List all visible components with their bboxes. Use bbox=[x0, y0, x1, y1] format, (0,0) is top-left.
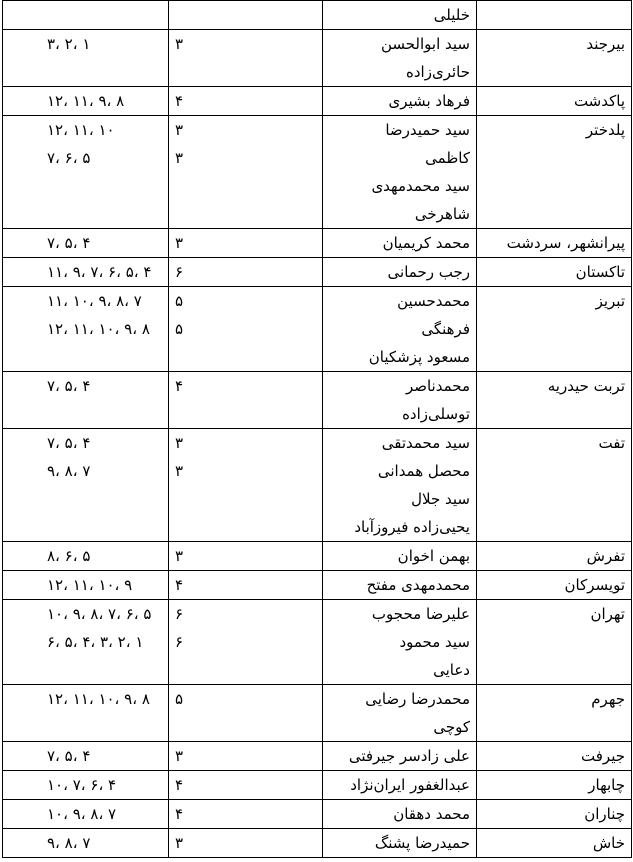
count-value: ۴ bbox=[175, 805, 184, 823]
constituency-cell bbox=[477, 1, 632, 30]
number-list: ۱۲، ۱۱، ۱۰، ۹، ۸ bbox=[47, 320, 150, 338]
number-list bbox=[9, 485, 162, 513]
count-cell bbox=[169, 87, 323, 116]
list-cell bbox=[3, 429, 169, 542]
number-list: ۱۲، ۱۱، ۱۰، ۹، ۸ bbox=[47, 690, 150, 708]
count-value bbox=[175, 343, 316, 371]
number-list: ۱۱، ۹، ۷، ۶، ۵، ۴ bbox=[47, 263, 152, 281]
number-list: ۱۰، ۷، ۶، ۴ bbox=[47, 776, 117, 794]
number-list: ۷، ۵، ۴ bbox=[47, 747, 91, 765]
count-cell bbox=[169, 685, 323, 742]
constituency-cell: پیرانشهر، سردشت bbox=[477, 229, 632, 258]
representative-name: یحیی‌زاده فیروزآباد bbox=[354, 518, 470, 536]
constituency-cell: پاکدشت bbox=[477, 87, 632, 116]
representative-name: مسعود پزشکیان bbox=[368, 348, 470, 366]
representative-cell bbox=[323, 800, 477, 829]
number-list bbox=[9, 200, 162, 228]
number-list bbox=[9, 172, 162, 200]
representative-cell bbox=[323, 87, 477, 116]
number-list bbox=[9, 656, 162, 684]
representative-name: توسلی‌زاده bbox=[402, 405, 470, 423]
representative-cell bbox=[323, 742, 477, 771]
count-cell bbox=[169, 287, 323, 372]
list-cell bbox=[3, 30, 169, 87]
representative-name: علیرضا محجوب bbox=[371, 605, 470, 623]
number-list: ۱۲، ۱۱، ۹، ۸ bbox=[47, 92, 125, 110]
list-cell bbox=[3, 571, 169, 600]
list-cell bbox=[3, 116, 169, 229]
count-value: ۵ bbox=[175, 690, 184, 708]
constituency-cell: بیرجند bbox=[477, 30, 632, 87]
count-cell bbox=[169, 372, 323, 429]
count-value bbox=[175, 656, 316, 684]
count-value: ۳ bbox=[175, 35, 184, 53]
representative-name: محصل همدانی bbox=[377, 462, 470, 480]
constituency-cell: تفت bbox=[477, 429, 632, 542]
representative-name: محمد دهقان bbox=[393, 805, 470, 823]
number-list: ۷، ۵، ۴ bbox=[47, 234, 91, 252]
representative-name: بهمن اخوان bbox=[397, 547, 470, 565]
count-value: ۳ bbox=[175, 121, 184, 139]
representative-name: علی زادسر جیرفتی bbox=[348, 747, 470, 765]
representative-name: سید محمدتقی bbox=[381, 434, 470, 452]
number-list bbox=[9, 713, 162, 741]
representative-name: سید محمدمهدی bbox=[371, 177, 470, 195]
number-list bbox=[9, 343, 162, 371]
table-row bbox=[3, 542, 632, 571]
list-cell bbox=[3, 372, 169, 429]
list-cell bbox=[3, 742, 169, 771]
count-cell bbox=[169, 571, 323, 600]
table-row bbox=[3, 372, 632, 429]
representative-name: محمدرضا رضایی bbox=[365, 690, 470, 708]
representative-name: عبدالغفور ایران‌نژاد bbox=[350, 776, 470, 794]
representative-name: کوچی bbox=[433, 718, 470, 736]
number-list: ۷، ۵، ۴ bbox=[47, 377, 91, 395]
number-list: ۱۰، ۹، ۸، ۷ bbox=[47, 805, 117, 823]
count-value: ۳ bbox=[175, 547, 184, 565]
representative-cell bbox=[323, 372, 477, 429]
list-cell bbox=[3, 87, 169, 116]
constituency-cell: پلدختر bbox=[477, 116, 632, 229]
number-list: ۱۰، ۹، ۸، ۷، ۶، ۵ bbox=[47, 605, 152, 623]
representative-name: محمدحسین bbox=[397, 292, 470, 310]
count-value bbox=[175, 58, 316, 86]
count-cell bbox=[169, 30, 323, 87]
list-cell bbox=[3, 258, 169, 287]
number-list bbox=[9, 1, 162, 29]
representative-name: رجب رحمانی bbox=[387, 263, 470, 281]
representative-cell bbox=[323, 771, 477, 800]
count-cell bbox=[169, 258, 323, 287]
table-row bbox=[3, 258, 632, 287]
table-row bbox=[3, 87, 632, 116]
representative-cell bbox=[323, 600, 477, 685]
table-row bbox=[3, 800, 632, 829]
number-list: ۸، ۶، ۵ bbox=[47, 547, 91, 565]
count-value: ۶ bbox=[175, 633, 184, 651]
count-cell bbox=[169, 771, 323, 800]
count-cell bbox=[169, 1, 323, 30]
count-value: ۴ bbox=[175, 92, 184, 110]
number-list: ۷، ۶، ۵ bbox=[47, 149, 91, 167]
list-cell bbox=[3, 542, 169, 571]
constituency-cell: تفرش bbox=[477, 542, 632, 571]
representative-name: فرهاد بشیری bbox=[388, 92, 470, 110]
count-value: ۳ bbox=[175, 149, 184, 167]
count-value bbox=[175, 513, 316, 541]
count-value: ۴ bbox=[175, 776, 184, 794]
number-list bbox=[9, 58, 162, 86]
count-value: ۳ bbox=[175, 434, 184, 452]
count-value bbox=[175, 713, 316, 741]
table-row bbox=[3, 685, 632, 742]
representative-cell bbox=[323, 30, 477, 87]
count-value: ۶ bbox=[175, 263, 184, 281]
constituency-cell: تهران bbox=[477, 600, 632, 685]
representative-cell bbox=[323, 829, 477, 858]
representative-name: خلیلی bbox=[433, 6, 470, 24]
table-row bbox=[3, 287, 632, 372]
representative-cell bbox=[323, 1, 477, 30]
constituency-cell: تاکستان bbox=[477, 258, 632, 287]
number-list: ۱۲، ۱۱، ۱۰، ۹ bbox=[47, 576, 133, 594]
count-value: ۵ bbox=[175, 292, 184, 310]
representative-name: فرهنگی bbox=[421, 320, 470, 338]
representative-name: سید حمیدرضا bbox=[385, 121, 470, 139]
constituency-cell: چناران bbox=[477, 800, 632, 829]
representative-name: سید جلال bbox=[411, 490, 470, 508]
count-value: ۳ bbox=[175, 462, 184, 480]
count-value bbox=[175, 200, 316, 228]
count-cell bbox=[169, 742, 323, 771]
count-value: ۶ bbox=[175, 605, 184, 623]
count-value: ۳ bbox=[175, 834, 184, 852]
table-row bbox=[3, 571, 632, 600]
list-cell bbox=[3, 287, 169, 372]
constituency-cell: تویسرکان bbox=[477, 571, 632, 600]
count-cell bbox=[169, 116, 323, 229]
table-row bbox=[3, 829, 632, 858]
results-table-body bbox=[3, 1, 632, 858]
number-list bbox=[9, 513, 162, 541]
count-value: ۵ bbox=[175, 320, 184, 338]
count-cell bbox=[169, 800, 323, 829]
list-cell bbox=[3, 829, 169, 858]
constituency-cell: چابهار bbox=[477, 771, 632, 800]
table-row bbox=[3, 771, 632, 800]
count-value bbox=[175, 400, 316, 428]
representative-name: سید ابوالحسن bbox=[380, 35, 470, 53]
count-value bbox=[175, 1, 316, 29]
representative-name: سید محمود bbox=[399, 633, 470, 651]
constituency-cell: تربت حیدریه bbox=[477, 372, 632, 429]
representative-name: شاهرخی bbox=[414, 205, 470, 223]
representative-name: محمدناصر bbox=[405, 377, 470, 395]
representative-name: حائری‌زاده bbox=[406, 63, 470, 81]
list-cell bbox=[3, 685, 169, 742]
count-value bbox=[175, 172, 316, 200]
representative-name: حمیدرضا پشنگ bbox=[374, 834, 470, 852]
number-list: ۱۲، ۱۱، ۱۰ bbox=[47, 121, 115, 139]
count-value bbox=[175, 485, 316, 513]
representative-cell bbox=[323, 685, 477, 742]
number-list: ۹، ۸، ۷ bbox=[47, 834, 91, 852]
representative-name: محمدمهدی مفتح bbox=[366, 576, 470, 594]
table-row bbox=[3, 1, 632, 30]
representative-cell bbox=[323, 542, 477, 571]
results-table bbox=[2, 0, 632, 858]
count-cell bbox=[169, 429, 323, 542]
count-value: ۳ bbox=[175, 234, 184, 252]
count-cell bbox=[169, 600, 323, 685]
representative-name: محمد کریمیان bbox=[382, 234, 470, 252]
representative-cell bbox=[323, 571, 477, 600]
number-list: ۷، ۵، ۴ bbox=[47, 434, 91, 452]
number-list: ۹، ۸، ۷ bbox=[47, 462, 91, 480]
count-value: ۴ bbox=[175, 377, 184, 395]
representative-cell bbox=[323, 229, 477, 258]
representative-cell bbox=[323, 429, 477, 542]
constituency-cell: تبریز bbox=[477, 287, 632, 372]
number-list: ۳، ۲، ۱ bbox=[47, 35, 91, 53]
count-value: ۴ bbox=[175, 576, 184, 594]
number-list: ۱۱، ۱۰، ۹، ۸، ۷ bbox=[47, 292, 142, 310]
list-cell bbox=[3, 600, 169, 685]
table-row bbox=[3, 116, 632, 229]
representative-cell bbox=[323, 258, 477, 287]
count-cell bbox=[169, 229, 323, 258]
constituency-cell: جهرم bbox=[477, 685, 632, 742]
representative-cell bbox=[323, 287, 477, 372]
table-row bbox=[3, 429, 632, 542]
representative-name: دعایی bbox=[433, 661, 470, 679]
table-row bbox=[3, 229, 632, 258]
constituency-cell: خاش bbox=[477, 829, 632, 858]
list-cell bbox=[3, 229, 169, 258]
table-row bbox=[3, 742, 632, 771]
number-list bbox=[9, 400, 162, 428]
count-cell bbox=[169, 542, 323, 571]
list-cell bbox=[3, 771, 169, 800]
list-cell bbox=[3, 1, 169, 30]
representative-name: کاظمی bbox=[425, 149, 470, 167]
number-list: ۶، ۵، ۴، ۳، ۲، ۱ bbox=[47, 633, 144, 651]
table-row bbox=[3, 30, 632, 87]
table-row bbox=[3, 600, 632, 685]
representative-cell bbox=[323, 116, 477, 229]
count-value: ۳ bbox=[175, 747, 184, 765]
list-cell bbox=[3, 800, 169, 829]
constituency-cell: جیرفت bbox=[477, 742, 632, 771]
count-cell bbox=[169, 829, 323, 858]
